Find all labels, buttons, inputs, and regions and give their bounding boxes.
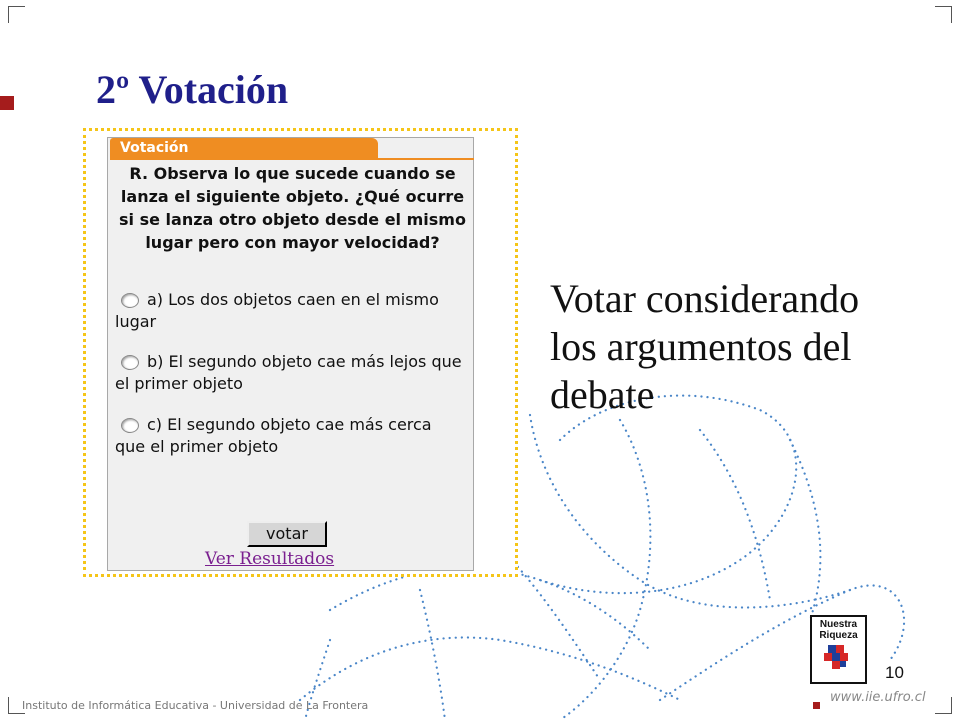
widget-tab-votacion: Votación bbox=[110, 138, 378, 158]
page-number: 10 bbox=[885, 663, 904, 682]
vote-button[interactable]: votar bbox=[247, 521, 327, 547]
instruction-text: Votar considerando los argumentos del debate bbox=[550, 276, 860, 417]
radio-button-b[interactable] bbox=[121, 355, 139, 370]
poll-option-c-label: c) El segundo objeto cae más cerca que el primer objeto bbox=[115, 415, 432, 456]
radio-button-a[interactable] bbox=[121, 293, 139, 308]
poll-option-c[interactable] bbox=[115, 414, 465, 458]
poll-option-b[interactable] bbox=[115, 351, 465, 395]
website-url: www.iie.ufro.cl bbox=[830, 690, 926, 705]
corner-mark-top-right bbox=[935, 6, 952, 23]
view-results-link[interactable]: Ver Resultados bbox=[205, 549, 335, 569]
corner-mark-bottom-right bbox=[935, 697, 952, 714]
poll-option-a[interactable] bbox=[115, 289, 465, 333]
corner-mark-top-left bbox=[8, 6, 25, 23]
footer-accent-square bbox=[813, 702, 820, 709]
nuestra-riqueza-logo bbox=[810, 615, 867, 684]
logo-name: Nuestra Riqueza bbox=[819, 619, 858, 641]
widget-tab-underline bbox=[110, 158, 474, 160]
poll-question: R. Observa lo que sucede cuando se lanza el siguiente objeto. ¿Qué ocurre si se lanza otro objeto desde el mismo lugar pero con mayor velocidad? bbox=[119, 164, 466, 252]
radio-button-c[interactable] bbox=[121, 418, 139, 433]
poll-option-a-label: a) Los dos objetos caen en el mismo lugar bbox=[115, 290, 439, 331]
chilean-government-seal-icon bbox=[812, 641, 865, 671]
slide-title: 2º Votación bbox=[96, 67, 289, 112]
footer-institution: Instituto de Informática Educativa - Universidad de La Frontera bbox=[22, 699, 369, 712]
poll-option-b-label: b) El segundo objeto cae más lejos que el primer objeto bbox=[115, 352, 462, 393]
title-accent-square bbox=[0, 96, 14, 110]
